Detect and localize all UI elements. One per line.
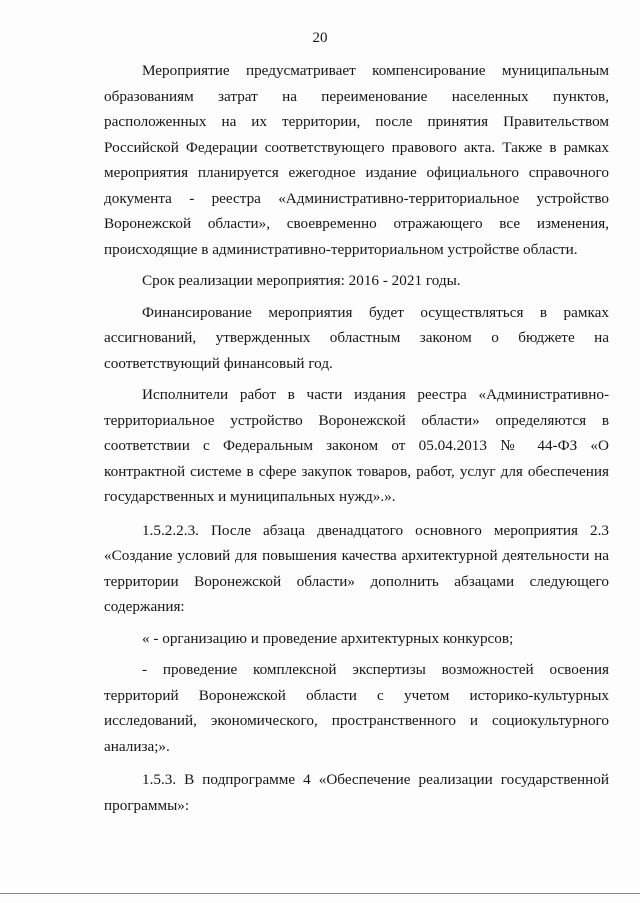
document-body	[104, 58, 609, 818]
paragraph-amendment-1-5-2-2-3: 1.5.2.2.3. После абзаца двенадцатого основного мероприятия 2.3 «Создание условий для повышения качества архитектурной деятельности на территории Воронежской области» дополнить абзацами следующего содержания:	[104, 521, 609, 615]
page-bottom-rule	[0, 893, 640, 894]
paragraph-implementation-period: Срок реализации мероприятия: 2016 - 2021 годы.	[142, 272, 461, 289]
paragraph-event-description: Мероприятие предусматривает компенсирование муниципальным образованиям затрат на переименование населенных пунктов, расположенных на их территории, после принятия Правительством Российской Федерации соответствующего правового акта. Также в рамках мероприятия планируется ежегодное издание официального справочного документа - реестра «Административно-территориальное устройство Воронежской области», своевременно отражающего все изменения, происходящие в административно-территориальном устройстве области.	[104, 62, 609, 258]
paragraph-list-item-expertise: - проведение комплексной экспертизы возможностей освоения территорий Воронежской области с учетом историко-культурных исследований, экономического, пространственного и социокультурного анализа;».	[104, 661, 609, 755]
paragraph-executors: Исполнители работ в части издания реестра «Административно-территориальное устройство Воронежской области» определяются в соответствии с Федеральным законом от 05.04.2013 № 44-ФЗ «О контрактной системе в сфере закупок товаров, работ, услуг для обеспечения государственных и муниципальных нужд».».	[104, 386, 609, 505]
page-number: 20	[312, 30, 328, 46]
paragraph-financing: Финансирование мероприятия будет осуществляться в рамках ассигнований, утвержденных областным законом о бюджете на соответствующий финансовый год.	[104, 303, 609, 372]
paragraph-list-item-competitions: « - организацию и проведение архитектурных конкурсов;	[142, 629, 514, 647]
paragraph-amendment-1-5-3: 1.5.3. В подпрограмме 4 «Обеспечение реализации государственной программы»:	[104, 771, 609, 814]
